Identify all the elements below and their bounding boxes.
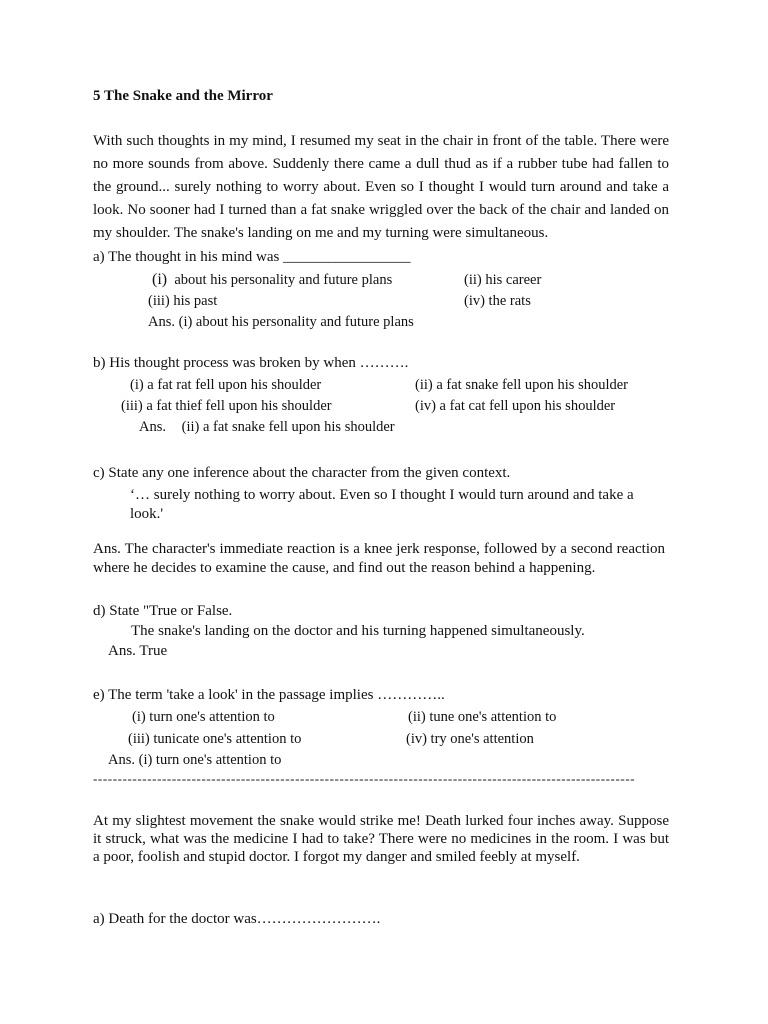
option-number: (i)	[152, 271, 168, 288]
option-e-1: (i) turn one's attention to	[132, 709, 275, 725]
separator-line: --------------------------------------------------------------------------------------------------------------	[93, 771, 636, 786]
option-b-3: (iii) a fat thief fell upon his shoulder	[121, 398, 332, 414]
question-e	[93, 687, 445, 704]
option-a-3: (iii) his past	[148, 293, 218, 309]
question-label: d)	[93, 603, 106, 619]
quote-c: ‘… surely nothing to worry about. Even so I thought I would turn around and take a look.'	[130, 487, 634, 522]
option-e-4: (iv) try one's attention	[406, 731, 534, 747]
question-c	[93, 465, 510, 482]
question-b	[93, 355, 408, 372]
question-label: b)	[93, 355, 106, 371]
question-text: Death for the doctor was…………………….	[108, 911, 381, 927]
answer-e: Ans. (i) turn one's attention to	[108, 752, 282, 768]
question-text: The thought in his mind was _________________	[108, 249, 411, 265]
passage-2: At my slightest movement the snake would strike me! Death lurked four inches away. Suppose it struck, what was the medicine I had to take? There were no medicines in the room. I was but a poor, foolish and stupid doctor. I forgot my danger and smiled feebly at myself.	[93, 813, 669, 865]
answer-c: Ans. The character's immediate reaction is a knee jerk response, followed by a second reaction where he decides to examine the cause, and find out the reason behind a happening.	[93, 541, 665, 576]
answer-label: Ans.	[139, 419, 166, 435]
question-text: State any one inference about the character from the given context.	[108, 465, 511, 481]
option-a-1	[152, 271, 392, 289]
question-text: State "True or False.	[109, 603, 233, 619]
question-label: e)	[93, 687, 105, 703]
option-b-4: (iv) a fat cat fell upon his shoulder	[415, 398, 616, 414]
option-a-4: (iv) the rats	[464, 293, 531, 309]
passage-1: With such thoughts in my mind, I resumed my seat in the chair in front of the table. There were no more sounds from above. Suddenly there came a dull thud as if a rubber tube had fallen to the ground... surely nothing to worry about. Even so I thought I would turn around and take a look. No sooner had I turned than a fat snake wriggled over the back of the chair and landed on my shoulder. The snake's landing on me and my turning were simultaneous.	[93, 133, 669, 241]
option-a-2: (ii) his career	[464, 272, 542, 288]
statement-d: The snake's landing on the doctor and his turning happened simultaneously.	[131, 623, 585, 639]
question-label: a)	[93, 249, 105, 265]
question-text: His thought process was broken by when ……….	[109, 355, 409, 371]
option-e-3: (iii) tunicate one's attention to	[128, 731, 302, 747]
option-b-2: (ii) a fat snake fell upon his shoulder	[415, 377, 629, 393]
answer-text: (ii) a fat snake fell upon his shoulder	[181, 419, 395, 435]
question-a	[93, 249, 411, 266]
chapter-title: 5 The Snake and the Mirror	[93, 88, 273, 104]
option-text: about his personality and future plans	[174, 272, 393, 288]
question-label: c)	[93, 465, 105, 481]
option-b-1: (i) a fat rat fell upon his shoulder	[130, 377, 322, 393]
answer-a: Ans. (i) about his personality and future plans	[148, 314, 414, 330]
answer-b	[139, 419, 395, 436]
question-d	[93, 603, 232, 620]
question-label: a)	[93, 911, 105, 927]
question-text: The term 'take a look' in the passage implies …………..	[108, 687, 445, 703]
question-2-a	[93, 911, 380, 928]
option-e-2: (ii) tune one's attention to	[408, 709, 557, 725]
answer-d: Ans. True	[108, 643, 168, 659]
